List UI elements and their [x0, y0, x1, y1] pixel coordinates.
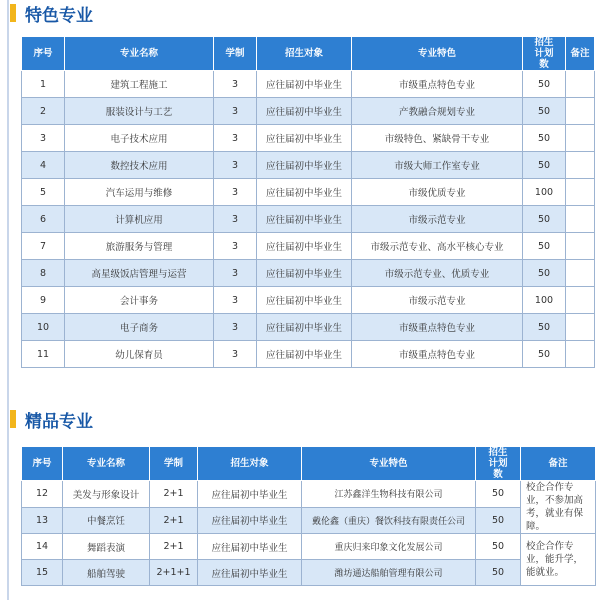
table-row	[22, 507, 596, 534]
cell-major-name: 数控技术应用	[65, 152, 214, 179]
table-row	[22, 287, 595, 314]
cell-duration: 3	[214, 314, 257, 341]
table-row	[22, 206, 595, 233]
cell-duration: 3	[214, 260, 257, 287]
section-title-featured	[10, 2, 93, 24]
cell-target: 应往届初中毕业生	[257, 341, 352, 368]
cell-feature: 重庆归来印象文化发展公司	[302, 534, 476, 560]
section-title-text: 特色专业	[25, 5, 93, 26]
cell-index: 5	[22, 179, 65, 206]
cell-index: 3	[22, 125, 65, 152]
cell-major-name: 高星级饭店管理与运营	[65, 260, 214, 287]
cell-duration: 3	[214, 341, 257, 368]
cell-target: 应往届初中毕业生	[198, 560, 302, 586]
cell-note: 校企合作专业，能升学，能就业。	[521, 534, 596, 586]
cell-enrollment: 50	[523, 260, 566, 287]
cell-duration: 2+1	[150, 507, 198, 534]
cell-duration: 2+1+1	[150, 560, 198, 586]
cell-target: 应往届初中毕业生	[257, 179, 352, 206]
cell-index: 12	[22, 481, 63, 508]
section-title-premium	[10, 408, 93, 430]
header-index: 序号	[22, 447, 63, 481]
cell-note	[566, 71, 595, 98]
cell-note	[566, 179, 595, 206]
cell-enrollment: 50	[523, 233, 566, 260]
cell-target: 应往届初中毕业生	[198, 481, 302, 508]
cell-index: 11	[22, 341, 65, 368]
cell-duration: 3	[214, 179, 257, 206]
cell-index: 6	[22, 206, 65, 233]
cell-major-name: 旅游服务与管理	[65, 233, 214, 260]
cell-enrollment: 100	[523, 287, 566, 314]
header-major-name: 专业名称	[63, 447, 150, 481]
cell-target: 应往届初中毕业生	[257, 287, 352, 314]
table-row	[22, 260, 595, 287]
cell-major-name: 建筑工程施工	[65, 71, 214, 98]
cell-feature: 市级优质专业	[352, 179, 523, 206]
header-index: 序号	[22, 37, 65, 71]
cell-note	[566, 314, 595, 341]
header-feature: 专业特色	[302, 447, 476, 481]
cell-target: 应往届初中毕业生	[257, 260, 352, 287]
table-row	[22, 98, 595, 125]
header-target: 招生对象	[257, 37, 352, 71]
cell-feature: 产教融合规划专业	[352, 98, 523, 125]
cell-enrollment: 50	[523, 341, 566, 368]
cell-feature: 潍坊通达船舶管理有限公司	[302, 560, 476, 586]
header-enrollment: 招生计划数	[523, 37, 566, 71]
cell-major-name: 舞蹈表演	[63, 534, 150, 560]
cell-note	[566, 287, 595, 314]
cell-feature: 市级特色、紧缺骨干专业	[352, 125, 523, 152]
cell-major-name: 汽车运用与维修	[65, 179, 214, 206]
cell-feature: 戴伦鑫（重庆）餐饮科技有限责任公司	[302, 507, 476, 534]
cell-feature: 市级重点特色专业	[352, 314, 523, 341]
cell-index: 2	[22, 98, 65, 125]
cell-major-name: 计算机应用	[65, 206, 214, 233]
cell-duration: 3	[214, 98, 257, 125]
cell-major-name: 服装设计与工艺	[65, 98, 214, 125]
cell-note	[566, 206, 595, 233]
header-enrollment: 招生计划数	[476, 447, 521, 481]
table-row	[22, 481, 596, 508]
cell-feature: 市级大师工作室专业	[352, 152, 523, 179]
title-accent-bar	[10, 4, 16, 22]
cell-feature: 市级示范专业	[352, 206, 523, 233]
table-row	[22, 233, 595, 260]
cell-enrollment: 100	[523, 179, 566, 206]
title-accent-bar	[10, 410, 16, 428]
cell-index: 8	[22, 260, 65, 287]
cell-index: 9	[22, 287, 65, 314]
cell-feature: 市级示范专业、优质专业	[352, 260, 523, 287]
cell-enrollment: 50	[523, 314, 566, 341]
cell-duration: 3	[214, 71, 257, 98]
cell-enrollment: 50	[523, 206, 566, 233]
cell-enrollment: 50	[476, 534, 521, 560]
cell-index: 4	[22, 152, 65, 179]
cell-target: 应往届初中毕业生	[198, 534, 302, 560]
cell-enrollment: 50	[476, 481, 521, 508]
cell-note	[566, 341, 595, 368]
cell-target: 应往届初中毕业生	[257, 314, 352, 341]
cell-target: 应往届初中毕业生	[257, 98, 352, 125]
cell-note	[566, 125, 595, 152]
header-note: 备注	[521, 447, 596, 481]
cell-note	[566, 98, 595, 125]
cell-index: 13	[22, 507, 63, 534]
cell-duration: 3	[214, 206, 257, 233]
cell-note	[566, 152, 595, 179]
table-row	[22, 534, 596, 560]
table-row	[22, 179, 595, 206]
header-duration: 学制	[214, 37, 257, 71]
cell-duration: 3	[214, 125, 257, 152]
cell-major-name: 美发与形象设计	[63, 481, 150, 508]
header-note: 备注	[566, 37, 595, 71]
table-row	[22, 71, 595, 98]
cell-feature: 市级示范专业、高水平核心专业	[352, 233, 523, 260]
cell-target: 应往届初中毕业生	[257, 125, 352, 152]
cell-feature: 市级示范专业	[352, 287, 523, 314]
cell-target: 应往届初中毕业生	[257, 152, 352, 179]
cell-enrollment: 50	[523, 152, 566, 179]
cell-enrollment: 50	[476, 560, 521, 586]
cell-index: 14	[22, 534, 63, 560]
cell-index: 1	[22, 71, 65, 98]
cell-target: 应往届初中毕业生	[257, 206, 352, 233]
cell-feature: 市级重点特色专业	[352, 341, 523, 368]
cell-index: 7	[22, 233, 65, 260]
section-title-text: 精品专业	[25, 411, 93, 432]
cell-feature: 市级重点特色专业	[352, 71, 523, 98]
cell-duration: 3	[214, 233, 257, 260]
cell-index: 10	[22, 314, 65, 341]
left-decor-line	[7, 0, 9, 600]
cell-duration: 3	[214, 287, 257, 314]
header-target: 招生对象	[198, 447, 302, 481]
cell-major-name: 中餐烹饪	[63, 507, 150, 534]
featured-majors-table	[21, 36, 595, 368]
cell-target: 应往届初中毕业生	[257, 71, 352, 98]
cell-note	[566, 260, 595, 287]
header-duration: 学制	[150, 447, 198, 481]
cell-major-name: 电子商务	[65, 314, 214, 341]
header-major-name: 专业名称	[65, 37, 214, 71]
cell-enrollment: 50	[523, 125, 566, 152]
cell-note: 校企合作专业，不参加高考，就业有保障。	[521, 481, 596, 534]
table-row	[22, 341, 595, 368]
table-header-row	[22, 37, 595, 71]
cell-duration: 2+1	[150, 481, 198, 508]
cell-major-name: 会计事务	[65, 287, 214, 314]
cell-enrollment: 50	[476, 507, 521, 534]
cell-duration: 3	[214, 152, 257, 179]
table-row	[22, 314, 595, 341]
cell-target: 应往届初中毕业生	[257, 233, 352, 260]
cell-major-name: 船舶驾驶	[63, 560, 150, 586]
cell-major-name: 电子技术应用	[65, 125, 214, 152]
cell-enrollment: 50	[523, 98, 566, 125]
cell-feature: 江苏鑫洋生物科技有限公司	[302, 481, 476, 508]
table-row	[22, 125, 595, 152]
cell-duration: 2+1	[150, 534, 198, 560]
cell-target: 应往届初中毕业生	[198, 507, 302, 534]
header-feature: 专业特色	[352, 37, 523, 71]
premium-majors-table	[21, 446, 596, 586]
table-row	[22, 152, 595, 179]
cell-index: 15	[22, 560, 63, 586]
table-row	[22, 560, 596, 586]
cell-note	[566, 233, 595, 260]
cell-major-name: 幼儿保育员	[65, 341, 214, 368]
cell-enrollment: 50	[523, 71, 566, 98]
table-header-row	[22, 447, 596, 481]
